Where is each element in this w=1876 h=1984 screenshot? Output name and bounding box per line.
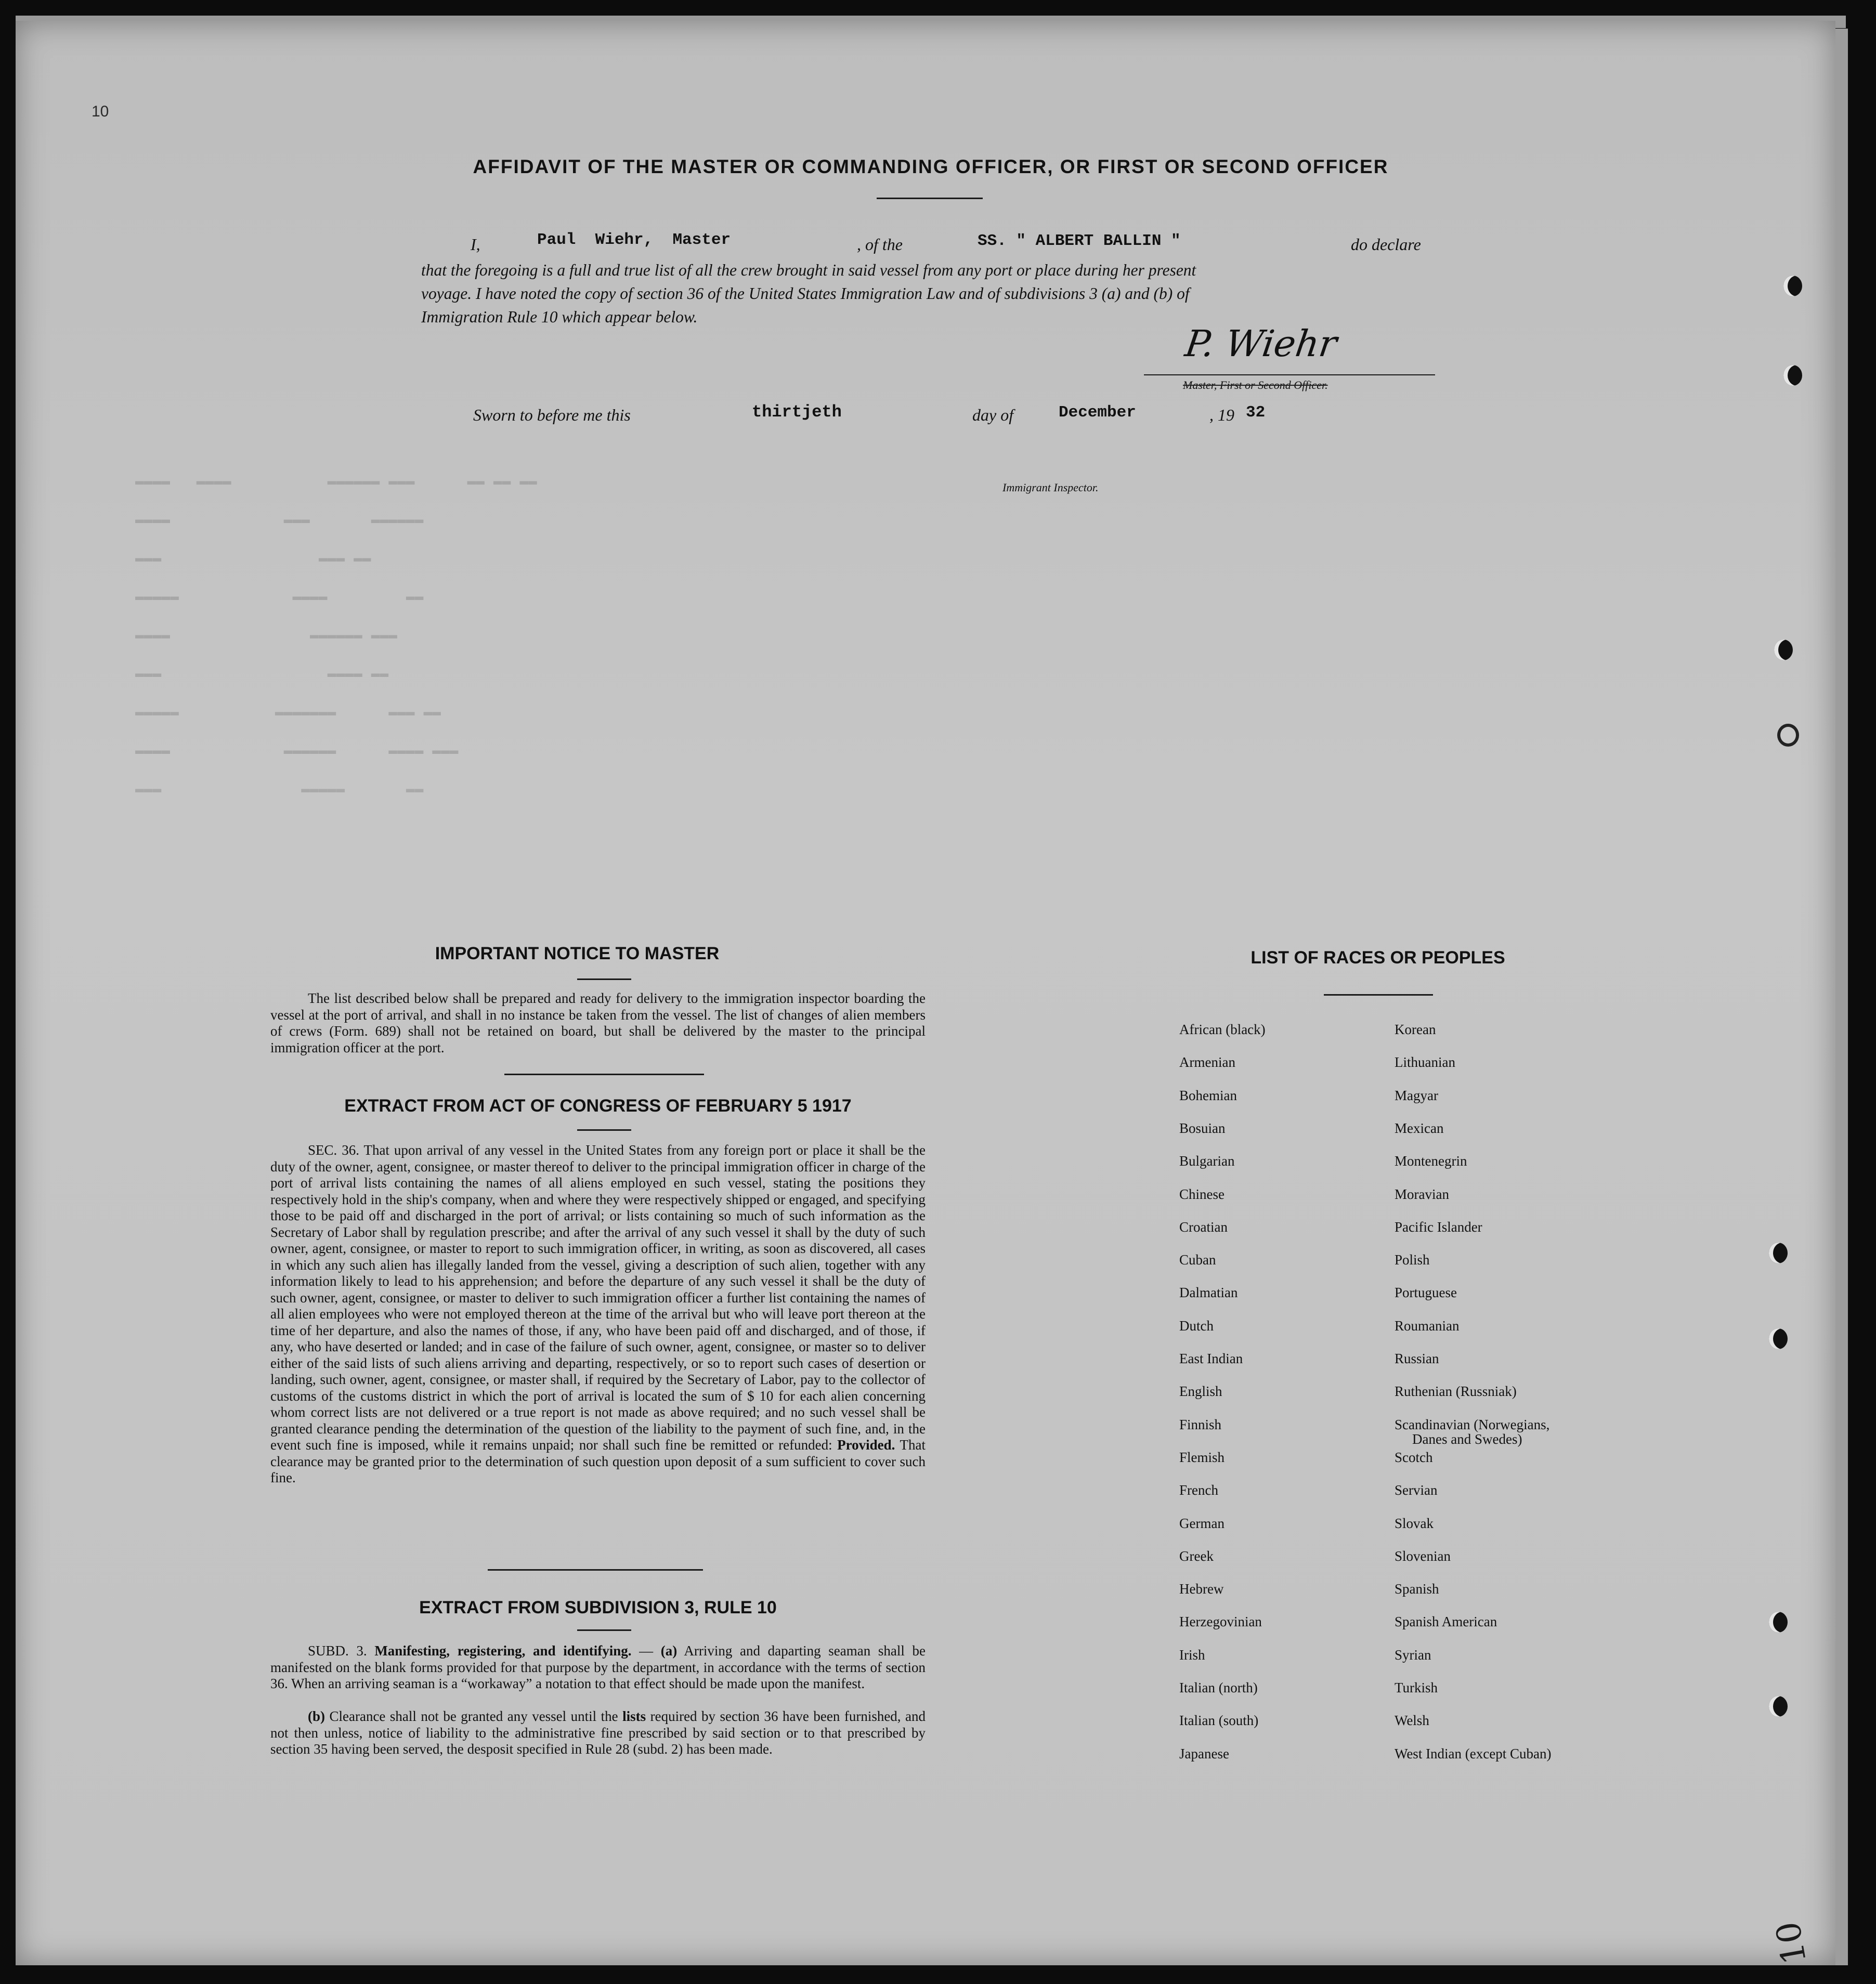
notice-title-underline xyxy=(577,978,631,980)
affidavit-title: AFFIDAVIT OF THE MASTER OR COMMANDING OFFICER, OR FIRST OR SECOND OFFICER xyxy=(473,156,1389,177)
race-item: Bohemian xyxy=(1179,1087,1237,1103)
affidavit-line-4: Immigration Rule 10 which appear below. xyxy=(421,308,698,326)
race-item: Croatian xyxy=(1179,1219,1228,1235)
race-item: Russian xyxy=(1395,1351,1439,1366)
race-item: Bosuian xyxy=(1179,1120,1226,1136)
signature-caption-text: Master, First or Second Officer. xyxy=(1183,378,1328,391)
act-section-36 xyxy=(270,1142,926,1486)
declare-label: do declare xyxy=(1351,235,1421,254)
of-the-label: , of the xyxy=(857,235,903,254)
bleed-through-text: ▬▬▬▬ ▬▬▬▬ ▬▬▬▬▬▬ ▬▬▬ ▬▬ ▬▬ ▬▬ ▬▬▬▬ ▬▬▬ ▬▬▬▬▬▬ ▬▬▬ ▬▬▬ ▬▬ ▬▬▬▬▬ ▬▬▬▬ ▬▬ ▬▬▬▬ ▬▬▬▬▬▬ ▬▬▬ ▬▬▬ ▬▬▬▬ ▬▬ ▬▬▬▬▬ ▬▬▬▬▬▬▬ ▬▬▬ ▬▬ ▬▬▬▬ ▬▬▬▬▬▬ ▬▬▬▬ ▬▬▬ ▬▬▬ ▬▬▬▬▬ ▬▬ xyxy=(135,474,537,798)
race-item: Dalmatian xyxy=(1179,1285,1238,1301)
inspector-caption: Immigrant Inspector. xyxy=(1002,481,1099,494)
race-item: Syrian xyxy=(1395,1647,1431,1663)
race-item: African (black) xyxy=(1179,1022,1266,1037)
act-title-underline xyxy=(577,1129,631,1131)
race-item: Greek xyxy=(1179,1548,1214,1564)
affidavit-line-2: that the foregoing is a full and true list of all the crew brought in said vessel from any port or place during her present xyxy=(421,261,1196,279)
rule10-b-label: (b) xyxy=(308,1708,325,1724)
binder-hole xyxy=(1769,1612,1788,1633)
binder-hole xyxy=(1769,1696,1788,1717)
affidavit-line-3: voyage. I have noted the copy of section 36 of the United States Immigration Law and of subdivisions 3 (a) and (b) of xyxy=(421,284,1190,303)
act-divider xyxy=(488,1569,703,1571)
race-item: Slovak xyxy=(1395,1515,1434,1531)
master-name-field: Paul Wiehr, Master xyxy=(537,231,731,249)
race-item: Portuguese xyxy=(1395,1285,1457,1301)
race-item: Korean xyxy=(1395,1022,1436,1037)
race-item: Polish xyxy=(1395,1252,1430,1268)
race-item: Scotch xyxy=(1395,1449,1433,1465)
binder-hole xyxy=(1774,639,1793,660)
race-item: Hebrew xyxy=(1179,1581,1224,1597)
rule10-subdivision-b xyxy=(270,1708,926,1758)
race-item: Italian (south) xyxy=(1179,1713,1259,1729)
rule10-title-underline xyxy=(577,1629,631,1631)
rule10-a-label: (a) xyxy=(660,1643,678,1659)
binder-hole xyxy=(1777,724,1799,747)
races-title-underline xyxy=(1324,994,1433,996)
rule10-subdivision-a: SUBD. 3. Manifesting, registering, and identifying. — (a) Arriving and daparting seaman shall be manifested on the blank forms provided for that purpose by the department, in accordance with the terms of section 36. When an arriving seaman is a “workaway” a notation to that effect should be made upon the manifest. xyxy=(270,1643,926,1691)
race-item: Japanese xyxy=(1179,1745,1229,1761)
race-item: Cuban xyxy=(1179,1252,1216,1268)
race-item: French xyxy=(1179,1482,1218,1498)
race-item: Slovenian xyxy=(1395,1548,1451,1564)
race-item: Pacific Islander xyxy=(1395,1219,1482,1235)
act-proviso-word: Provided. xyxy=(837,1437,895,1453)
binder-hole xyxy=(1783,365,1802,386)
sworn-year-field: 32 xyxy=(1246,403,1266,422)
act-title: EXTRACT FROM ACT OF CONGRESS OF FEBRUARY 5 1917 xyxy=(344,1096,852,1116)
rule10-b-lists: lists xyxy=(622,1708,646,1724)
race-item: Montenegrin xyxy=(1395,1153,1467,1169)
year-prefix-label: , 19 xyxy=(1209,406,1234,424)
rule10-b-text-1: Clearance shall not be granted any vessel until the xyxy=(329,1708,618,1724)
race-item: Armenian xyxy=(1179,1054,1235,1071)
race-item: Flemish xyxy=(1179,1449,1225,1465)
vessel-name-field: SS. " ALBERT BALLIN " xyxy=(978,232,1181,250)
race-item: Herzegovinian xyxy=(1179,1614,1262,1630)
notice-title: IMPORTANT NOTICE TO MASTER xyxy=(435,944,720,963)
master-signature: P. Wiehr xyxy=(1182,322,1340,365)
day-of-label: day of xyxy=(972,406,1014,424)
rule10-lead: SUBD. 3. xyxy=(308,1643,367,1659)
act-proviso-rest: That clearance may be granted prior to the determination of such question upon deposit of a sum sufficient to cover such fine. xyxy=(270,1437,926,1485)
race-item: Moravian xyxy=(1395,1186,1449,1202)
page-number: 10 xyxy=(92,103,109,120)
race-item: English xyxy=(1179,1383,1222,1400)
race-item: Ruthenian (Russniak) xyxy=(1395,1383,1517,1400)
binder-hole xyxy=(1769,1243,1788,1263)
race-item: East Indian xyxy=(1179,1351,1243,1366)
race-item: Magyar xyxy=(1395,1087,1438,1103)
sworn-month-field: December xyxy=(1059,403,1136,422)
rule10-a-text: Arriving and daparting seaman shall be manifested on the blank forms provided for that purpose by the department, in accordance with the terms of section 36. When an arriving seaman is a “workaway” a notation to that effect should be made upon the manifest. xyxy=(270,1643,926,1691)
affidavit-i-label: I, xyxy=(471,235,480,254)
sworn-label: Sworn to before me this xyxy=(473,406,631,424)
race-item: Finnish xyxy=(1179,1416,1222,1432)
race-item: Roumanian xyxy=(1395,1317,1460,1334)
binder-hole xyxy=(1783,276,1802,296)
races-title: LIST OF RACES OR PEOPLES xyxy=(1250,948,1505,968)
notice-divider xyxy=(504,1074,704,1075)
race-item: Chinese xyxy=(1179,1186,1224,1202)
race-item: German xyxy=(1179,1515,1224,1531)
notice-body: The list described below shall be prepared and ready for delivery to the immigration inspector boarding the vessel at the port of arrival, and shall in no instance be taken from the vessel. The list of changes of alien members of crews (Form. 689) shall not be retained on board, but shall be delivered by the master to the principal immigration officer at the port. xyxy=(270,990,926,1055)
signature-line xyxy=(1144,374,1435,375)
sworn-day-field: thirtjeth xyxy=(752,402,842,422)
race-item: Welsh xyxy=(1395,1713,1429,1729)
race-item: Irish xyxy=(1179,1647,1205,1663)
race-item: Mexican xyxy=(1395,1120,1444,1136)
race-item: Turkish xyxy=(1395,1680,1438,1695)
signature-caption xyxy=(1183,378,1328,392)
race-item: Servian xyxy=(1395,1482,1438,1498)
binder-hole xyxy=(1769,1328,1788,1349)
race-item: Lithuanian xyxy=(1395,1054,1455,1071)
rule10-b-text-2: required by section 36 have been furnished, and not then unless, notice of liability to the administrative fine prescribed by said section or to that prescribed by section 35 having been served, the desposit specified in Rule 28 (subd. 2) has been made. xyxy=(270,1708,926,1757)
race-item: Bulgarian xyxy=(1179,1153,1235,1169)
title-underline xyxy=(877,198,983,199)
race-item: West Indian (except Cuban) xyxy=(1395,1745,1552,1761)
page-right-edge xyxy=(1835,29,1848,1965)
race-item: Spanish xyxy=(1395,1581,1439,1597)
race-item: Scandinavian (Norwegians, xyxy=(1395,1416,1550,1432)
handwritten-corner-number: 10 xyxy=(1769,1918,1815,1967)
act-body: SEC. 36. That upon arrival of any vessel in the United States from any foreign port or place it shall be the duty of the owner, agent, consignee, or master thereof to deliver to the principal immigration officer in charge of the port of arrival lists containing the names of all aliens employed en such vessel, stating the positions they respectively hold in the ship's company, when and where they were respectively shipped or engaged, and specifying those to be paid off and discharged in the port of arrival; or lists containing so much of such information as the Secretary of Labor shall by regulation prescribe; and after the arrival of any such vessel it shall by the duty of such owner, agent, consignee, or master to report to such immigration officer, in writing, as soon as discovered, all cases in which any such alien has illegally landed from the vessel, giving a description of such alien, together with any information likely to lead to his apprehension; and before the departure of any such vessel it shall be the duty of such owner, agent, consignee, or master to deliver to such immigration officer a further list containing the names of all alien employees who were not employed thereon at the time of the arrival but who will leave port thereon at the time of her departure, and also the names of those, if any, who have been paid off and discharged, and of those, if any, who have deserted or landed; and in case of the failure of such owner, agent, consignee, or master so to deliver either of the said lists of such aliens arriving and departing, respectively, or so to report such cases of desertion or landing, such owner, agent, consignee, or master shall, if required by the Secretary of Labor, pay to the collector of customs of the customs district in which the port of arrival is located the sum of $ 10 for each alien concerning whom correct lists are not delivered or a true report is not made as above required; and no such vessel shall be granted clearance pending the determination of the question of the liability to the payment of such fine, and, in the event such fine is imposed, while it remains unpaid; nor shall such fine be remitted or refunded: xyxy=(270,1142,926,1453)
race-item: Dutch xyxy=(1179,1317,1214,1334)
rule10-title: EXTRACT FROM SUBDIVISION 3, RULE 10 xyxy=(419,1598,777,1617)
rule10-lead-bold: Manifesting, registering, and identifying. xyxy=(374,1643,632,1659)
race-scandinavian-continued: Danes and Swedes) xyxy=(1412,1431,1522,1447)
race-item: Spanish American xyxy=(1395,1614,1497,1630)
race-item: Italian (north) xyxy=(1179,1680,1258,1695)
